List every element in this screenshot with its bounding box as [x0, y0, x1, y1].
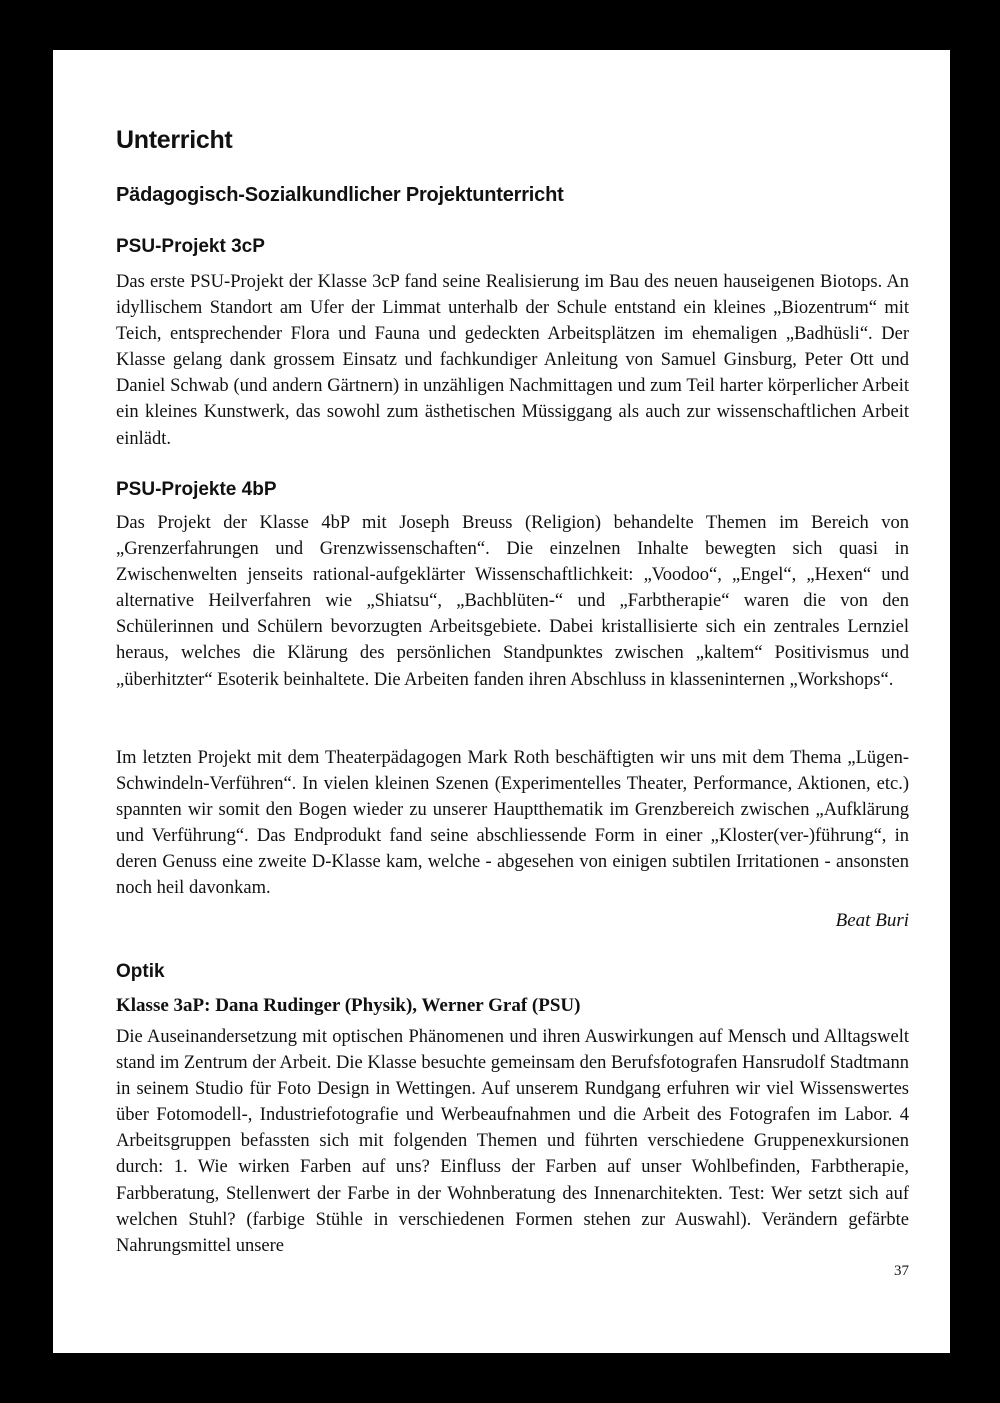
paragraph-optik: Die Auseinandersetzung mit optischen Phänomenen und ihren Auswirkungen auf Mensch und Alltagswelt stand im Zentrum der Arbeit. Die Klasse besuchte gemeinsam den Berufsfotografen Hansrudolf Stadtmann in seinem Studio für Foto Design in Wettingen. Auf unserem Rundgang erfuhren wir viel Wissenswertes über Fotomodell-, Industriefotografie und Werbeaufnahmen und die Arbeit des Fotografen im Labor. 4 Arbeitsgruppen befassten sich mit folgenden Themen und führten verschiedene Gruppenexkursionen durch: 1. Wie wirken Farben auf uns? Einfluss der Farben auf unser Wohlbefinden, Farbtherapie, Farbberatung, Stellenwert der Farbe in der Wohnberatung des Innenarchitekten. Test: Wer setzt sich auf welchen Stuhl? (farbige Stühle in verschiedenen Formen stehen zur Auswahl). Verändern gefärbte Nahrungsmittel unsere — [116, 1027, 909, 1256]
paragraph-psu3cp: Das erste PSU-Projekt der Klasse 3cP fand seine Realisierung im Bau des neuen hauseigenen Biotops. An idyllischem Standort am Ufer der Limmat unterhalb der Schule entstand ein kleines „Biozentrum“ mit Teich, entsprechender Flora und Fauna und gedeckten Arbeitsplätzen im ehemaligen „Badhüsli“. Der Klasse gelang dank grossem Einsatz und fachkundiger Anleitung von Samuel Ginsburg, Peter Ott und Daniel Schwab (und andern Gärtnern) in unzähligen Nachmittagen und zum Teil harter körperlicher Arbeit ein kleines Kunstwerk, das sowohl zum ästhetischen Müssiggang als auch zur wissenschaftlichen Arbeit einlädt. — [116, 272, 909, 449]
paragraph-psu4bp-2: Im letzten Projekt mit dem Theaterpädagogen Mark Roth beschäftigten wir uns mit dem Thema „Lügen-Schwindeln-Verführen“. In vielen kleinen Szenen (Experimentelles Theater, Performance, Aktionen, etc.) spannten wir somit den Bogen wieder zu unserer Hauptthematik im Grenzbereich zwischen „Aufklärung und Verführung“. Das Endprodukt fand seine abschliessende Form in einer „Kloster(ver-)führung“, in deren Genuss eine zweite D-Klasse kam, welche - abgesehen von einigen subtilen Irritationen - ansonsten noch heil davonkam. — [116, 748, 909, 899]
author-signature: Beat Buri — [835, 910, 909, 931]
section-title-psu4bp: PSU-Projekte 4bP — [116, 479, 277, 500]
paragraph-psu4bp-1: Das Projekt der Klasse 4bP mit Joseph Breuss (Religion) behandelte Themen im Bereich von „Grenzerfahrungen und Grenzwissenschaften“. Die einzelnen Inhalte bewegten sich quasi in Zwischenwelten jenseits rational-aufgeklärter Wissenschaftlichkeit: „Voodoo“, „Engel“, „Hexen“ und alternative Heilverfahren wie „Shiatsu“, „Bachblüten-“ und „Farbtherapie“ waren die von den Schülerinnen und Schülern bevorzugten Arbeitsgebiete. Dabei kristallisierte sich ein zentrales Lernziel heraus, welches die Klärung des persönlichen Standpunktes zwischen „kaltem“ Positivismus und „überhitzter“ Esoterik beinhaltete. Die Arbeiten fanden ihren Abschluss in klasseninternen „Workshops“. — [116, 513, 909, 690]
section-subtitle-optik: Klasse 3aP: Dana Rudinger (Physik), Werner Graf (PSU) — [116, 995, 581, 1016]
page-number: 37 — [894, 1263, 909, 1279]
document-page — [53, 50, 950, 1353]
page-subtitle: Pädagogisch-Sozialkundlicher Projektunterricht — [116, 184, 564, 206]
section-title-optik: Optik — [116, 961, 165, 982]
page-title: Unterricht — [116, 126, 233, 154]
section-title-psu3cp: PSU-Projekt 3cP — [116, 236, 265, 257]
